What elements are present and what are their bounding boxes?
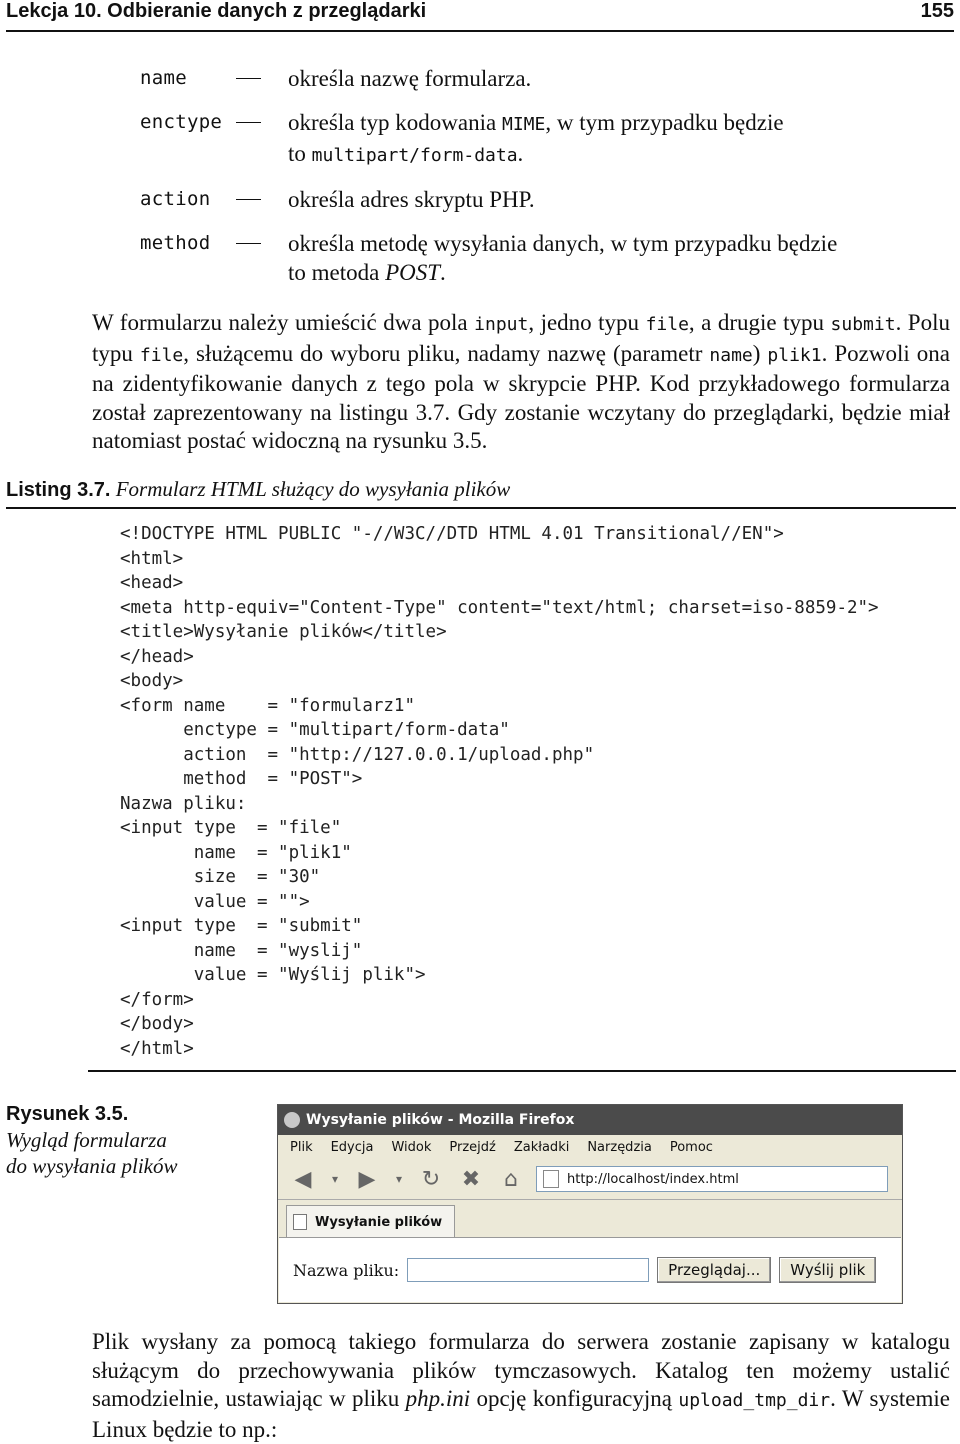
term: enctype	[140, 111, 223, 133]
definition-method	[140, 229, 940, 287]
code-listing: <!DOCTYPE HTML PUBLIC "-//W3C//DTD HTML 4.01 Transitional//EN"> <html> <head> <meta http-equiv="Content-Type" content="text/html; charset=iso-8859-2"> <title>Wysyłanie plików</title> </head> <body> <form name = "formularz1" enctype = "multipart/form-data" action = "http://127.0.0.1/upload.php" method = "POST"> Nazwa pliku: <input type = "file" name = "plik1" size = "30" value = ""> <input type = "submit" name = "wyslij" value = "Wyślij plik"> </form> </body> </html>	[120, 524, 879, 1059]
definition-action	[140, 185, 940, 214]
dash	[236, 229, 288, 287]
term: action	[140, 188, 211, 210]
definition-name	[140, 64, 940, 93]
address-bar[interactable]	[536, 1166, 888, 1192]
body-paragraph-2: Plik wysłany za pomocą takiego formularza do serwera zostanie zapisany w katalogu służącym do przechowywania plików tymczasowych. Katalog ten możemy ustalić samodzielnie, ustawiając w pliku php.ini opcję konfiguracyjną upload_tmp_dir. W systemie Linux będzie to np.:	[92, 1329, 950, 1442]
menu-item-plik[interactable]: Plik	[290, 1139, 313, 1155]
page-number: 155	[920, 0, 954, 22]
description: określa typ kodowania MIME, w tym przypadku będzie to multipart/form-data.	[288, 110, 784, 166]
menu-item-edycja[interactable]: Edycja	[330, 1139, 374, 1155]
reload-icon[interactable]: ↻	[421, 1166, 441, 1192]
page-header	[6, 0, 954, 32]
window-titlebar	[278, 1105, 902, 1135]
term: method	[140, 232, 211, 254]
navigation-toolbar	[278, 1159, 902, 1200]
stop-icon[interactable]: ✖	[461, 1166, 481, 1192]
menu-item-widok[interactable]: Widok	[391, 1139, 432, 1155]
attribute-definitions	[140, 64, 940, 302]
tab-strip	[278, 1200, 902, 1238]
menu-item-przejdz[interactable]: Przejdź	[449, 1139, 496, 1155]
page-content	[279, 1237, 901, 1302]
figure-caption: Rysunek 3.5. Wygląd formularza do wysyłania plików	[6, 1103, 178, 1178]
back-arrow-icon[interactable]: ◀	[294, 1166, 312, 1192]
url-text: http://localhost/index.html	[567, 1171, 739, 1187]
body-paragraph-1: W formularzu należy umieścić dwa pola input, jedno typu file, a drugie typu submit. Polu typu file, służącemu do wyboru pliku, nadamy nazwę (parametr name) plik1. Pozwoli ona na zidentyfikowanie danych z tego pola w skrypcie PHP. Kod przykładowego formularza został zaprezentowany na listingu 3.7. Gdy zostanie wczytany do przeglądarki, będzie miał natomiast postać widoczną na rysunku 3.5.	[92, 310, 950, 453]
tab-page-icon	[293, 1214, 307, 1230]
browser-window-screenshot	[277, 1104, 903, 1304]
file-path-input[interactable]	[407, 1258, 649, 1282]
menu-bar	[278, 1135, 902, 1159]
browse-button[interactable]: Przeglądaj...	[657, 1257, 771, 1283]
file-name-label: Nazwa pliku:	[293, 1260, 400, 1280]
firefox-icon	[284, 1112, 300, 1128]
forward-arrow-icon[interactable]: ▶	[358, 1166, 376, 1192]
home-icon[interactable]: ⌂	[504, 1166, 518, 1192]
page-icon	[543, 1170, 559, 1188]
dash	[236, 185, 288, 214]
chapter-title: Lekcja 10. Odbieranie danych z przeglądarki	[6, 0, 427, 22]
listing-caption	[6, 477, 956, 509]
figure-label: Rysunek 3.5.	[6, 1103, 129, 1125]
description: określa adres skryptu PHP.	[288, 187, 535, 212]
tab-title: Wysyłanie plików	[315, 1214, 443, 1230]
dash	[236, 64, 288, 93]
forward-dropdown-icon[interactable]: ▾	[395, 1172, 403, 1186]
divider	[88, 1070, 956, 1072]
window-title: Wysyłanie plików - Mozilla Firefox	[306, 1112, 575, 1128]
listing-label: Listing 3.7.	[6, 479, 111, 501]
description: określa metodę wysyłania danych, w tym przypadku będzie to metoda POST.	[288, 231, 838, 285]
menu-item-pomoc[interactable]: Pomoc	[669, 1139, 713, 1155]
menu-item-zakladki[interactable]: Zakładki	[513, 1139, 570, 1155]
dash	[236, 108, 288, 170]
term: name	[140, 67, 187, 89]
tab-active[interactable]	[286, 1205, 455, 1238]
description: określa nazwę formularza.	[288, 66, 532, 91]
menu-item-narzedzia[interactable]: Narzędzia	[587, 1139, 652, 1155]
listing-title: Formularz HTML służący do wysyłania plików	[115, 477, 511, 501]
back-dropdown-icon[interactable]: ▾	[331, 1172, 339, 1186]
definition-enctype	[140, 108, 940, 170]
submit-button[interactable]: Wyślij plik	[779, 1257, 876, 1283]
